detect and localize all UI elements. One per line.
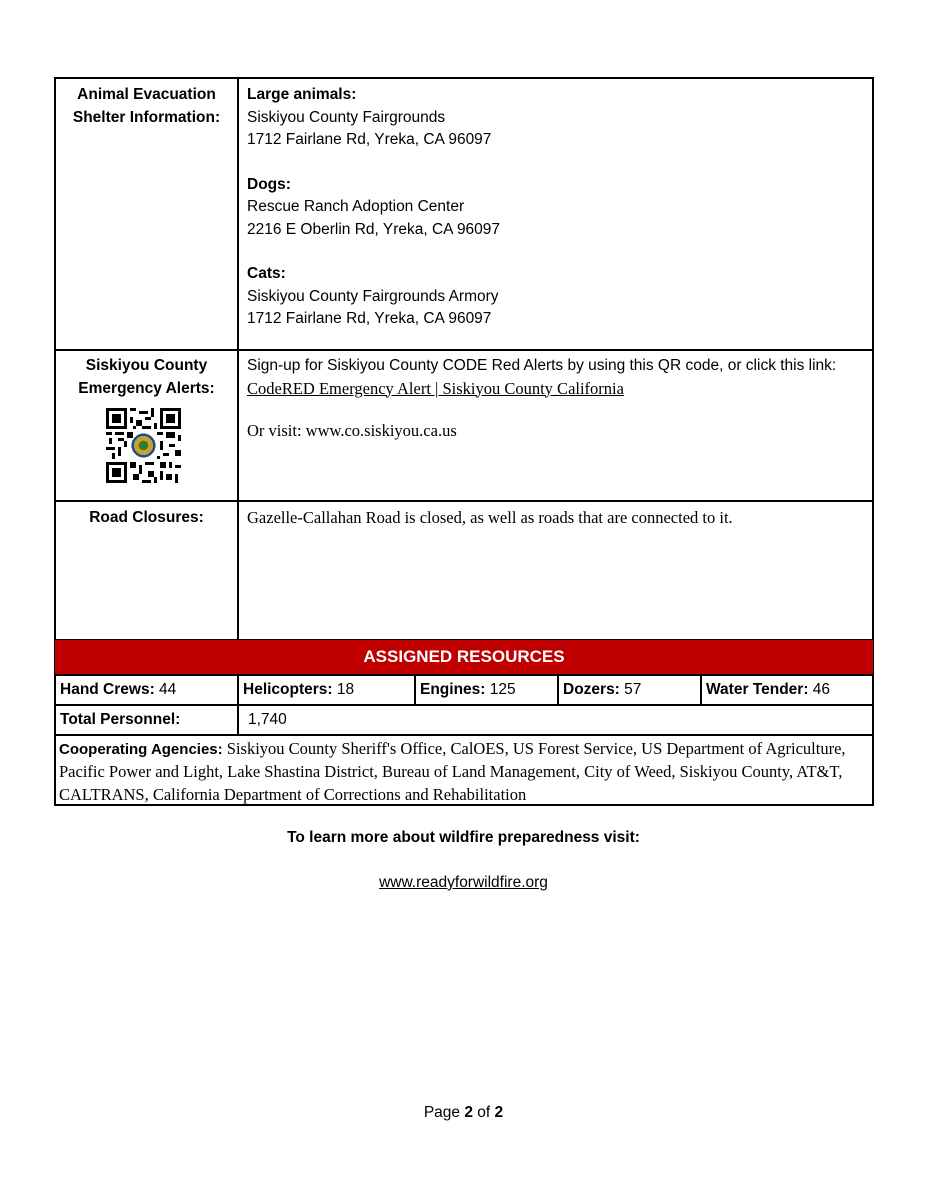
engines-cell [416,675,557,704]
dogs-address: 2216 E Oberlin Rd, Yreka, CA 96097 [247,220,501,238]
total-personnel-label-text: Total Personnel: [60,711,181,728]
engines-value: 125 [485,681,516,698]
dozers-cell [559,675,700,704]
shelter-label-line2: Shelter Information: [72,108,221,126]
cats-address: 1712 Fairlane Rd, Yreka, CA 96097 [247,310,492,327]
hand-crews-value: 44 [154,681,177,698]
cooperating-label: Cooperating Agencies: [59,741,223,758]
dozers-label: Dozers: [563,681,620,698]
shelter-label [56,84,237,129]
large-animals-title: Large animals: [247,86,357,103]
helicopters-label: Helicopters: [243,681,333,698]
page-current: 2 [464,1104,473,1121]
road-closures-label: Road Closures: [89,509,204,526]
large-animals-address: 1712 Fairlane Rd, Yreka, CA 96097 [247,131,492,148]
shelter-info [247,84,867,331]
page-number [0,1104,927,1122]
shelter-label-line1: Animal Evacuation [77,86,216,103]
page-prefix: Page [423,1104,465,1121]
hand-crews-cell [56,675,237,704]
total-personnel-label [56,705,237,734]
alerts-info [247,355,869,443]
water-tender-value: 46 [808,681,831,698]
cats-title: Cats: [247,265,286,282]
page-mid: of [472,1104,495,1121]
dogs-name: Rescue Ranch Adoption Center [247,198,465,215]
assigned-resources-header: ASSIGNED RESOURCES [55,640,873,674]
alerts-label [56,355,237,400]
cats-name: Siskiyou County Fairgrounds Armory [247,287,499,305]
page-total: 2 [494,1104,504,1121]
alerts-signup-text: Sign-up for Siskiyou County CODE Red Alerts by using this QR code, or click this link: [247,357,837,374]
learn-more-text: To learn more about wildfire preparedness visit: [287,829,640,846]
dozers-value: 57 [619,681,642,698]
water-tender-label: Water Tender: [706,681,809,698]
coderred-link-text[interactable]: CodeRED Emergency Alert | Siskiyou County California [247,378,624,398]
qr-code-icon[interactable] [106,408,181,483]
alerts-label-line1: Siskiyou County [85,357,208,374]
dogs-title: Dogs: [247,175,291,193]
coderred-link[interactable] [247,378,869,401]
readyforwildfire-link[interactable] [0,874,927,892]
helicopters-value: 18 [332,681,355,698]
alerts-visit-text: Or visit: www.co.siskiyou.ca.us [247,421,457,440]
hand-crews-label: Hand Crews: [60,681,155,698]
readyforwildfire-link-text[interactable]: www.readyforwildfire.org [379,874,548,891]
large-animals-name: Siskiyou County Fairgrounds [247,108,446,126]
cooperating-agencies [59,738,869,807]
total-personnel-value: 1,740 [248,711,287,728]
engines-label: Engines: [420,681,486,698]
alerts-label-line2: Emergency Alerts: [78,379,215,397]
cooperating-text: Siskiyou County Sheriff's Office, CalOES, US Forest Service, US Department of Agriculture, Pacific Power and Light, Lake Shastina District, Bureau of Land Management, City of Weed, Siskiyou County, AT&T, CALTRANS, California Department of Corrections and Rehabilitation [59,739,850,804]
road-closures-text: Gazelle-Callahan Road is closed, as well as roads that are connected to it. [247,508,733,527]
helicopters-cell [239,675,414,704]
water-tender-cell [702,675,872,704]
